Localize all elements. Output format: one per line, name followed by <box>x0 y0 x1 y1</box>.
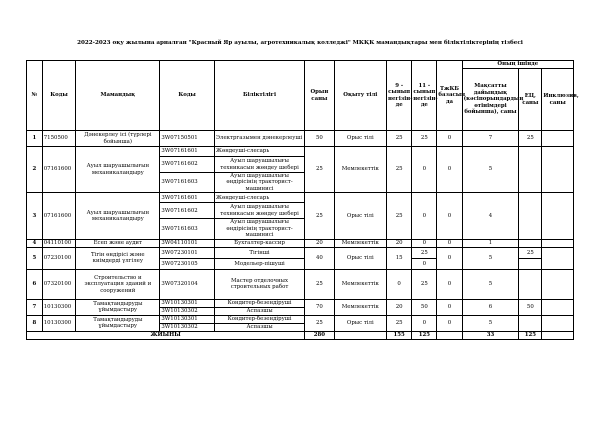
row-code: 07161600 <box>42 147 76 193</box>
qual-code: 3W07230105 <box>160 258 215 269</box>
row-code: 10130300 <box>42 299 76 315</box>
row-language: Мемлекеттік <box>334 239 386 247</box>
total-tvet <box>437 331 462 339</box>
row-tvet: 0 <box>437 239 462 247</box>
row-grade9: 0 <box>387 269 412 299</box>
row-language: Мемлекеттік <box>334 299 386 315</box>
qual-name: Бухгалтер-кассир <box>214 239 304 247</box>
row-tvet: 0 <box>437 193 462 239</box>
row-grade9: 20 <box>387 299 412 315</box>
qual-name: Ауыл шаруашылығы техникасын жөндеу шебері <box>214 157 304 173</box>
row-grade9: 20 <box>387 239 412 247</box>
qual-code: 3W07230101 <box>160 247 215 258</box>
header-grade9: 9 - сынып негізін-де <box>387 61 412 131</box>
row-num: 2 <box>27 147 43 193</box>
total-ec: 125 <box>519 331 542 339</box>
row-count: 70 <box>305 299 334 315</box>
qual-name: Ауыл шаруашылығы өндірісінің тракторист-машинисі <box>214 173 304 193</box>
row-target: 5 <box>462 315 519 331</box>
header-inclusive: Инклюзив, саны <box>542 69 574 131</box>
row-grade11: 25 <box>412 247 437 258</box>
row-grade9: 15 <box>387 247 412 269</box>
row-code: 07230100 <box>42 247 76 269</box>
row-ec-empty <box>519 258 542 269</box>
row-count: 25 <box>305 269 334 299</box>
row-language: Орыс тілі <box>334 193 386 239</box>
qual-name: Жөндеуші-слесарь <box>214 147 304 157</box>
row-inclusive <box>542 315 574 331</box>
header-tvet: ТжКБ базасын да <box>437 61 462 131</box>
row-ec: 25 <box>519 247 542 258</box>
row-grade11: 0 <box>412 258 437 269</box>
row-target: 5 <box>462 247 519 269</box>
row-language: Орыс тілі <box>334 315 386 331</box>
row-code: 04110100 <box>42 239 76 247</box>
row-num: 5 <box>27 247 43 269</box>
row-inclusive <box>542 269 574 299</box>
row-grade9: 25 <box>387 315 412 331</box>
qual-name: Кондитер-безендіруші <box>214 315 304 323</box>
row-ec <box>519 239 542 247</box>
header-specialty: Мамандық <box>76 61 160 131</box>
row-tvet: 0 <box>437 299 462 315</box>
qual-code: 3W07161602 <box>160 203 215 219</box>
row-ec <box>519 147 542 193</box>
row-target: 5 <box>462 269 519 299</box>
row-code: 07161600 <box>42 193 76 239</box>
qual-code: 3W10130302 <box>160 323 215 331</box>
row-language: Орыс тілі <box>334 247 386 269</box>
row-grade11: 50 <box>412 299 437 315</box>
qual-name: Аспазшы <box>214 323 304 331</box>
header-num: № <box>27 61 43 131</box>
qual-name: Кондитер-безендіруші <box>214 299 304 307</box>
row-tvet: 0 <box>437 269 462 299</box>
row-target: 7 <box>462 131 519 147</box>
qual-code: 3W07161601 <box>160 193 215 203</box>
qual-name: Мастер отделочных строительных работ <box>214 269 304 299</box>
qual-name: Электргазымен дәнекерлеуші <box>214 131 304 147</box>
qual-code: 3W10130301 <box>160 299 215 307</box>
header-code: Коды <box>42 61 76 131</box>
row-num: 8 <box>27 315 43 331</box>
row-num: 3 <box>27 193 43 239</box>
header-seat-count: Орын саны <box>305 61 334 131</box>
row-inclusive <box>542 247 574 269</box>
header-qualification: Біліктілігі <box>214 61 304 131</box>
qual-name: Жөндеуші-слесарь <box>214 193 304 203</box>
row-specialty: Есеп және аудит <box>76 239 160 247</box>
row-grade11: 0 <box>412 193 437 239</box>
row-num: 4 <box>27 239 43 247</box>
row-code: 7150500 <box>42 131 76 147</box>
total-count: 280 <box>305 331 334 339</box>
row-code: 07320100 <box>42 269 76 299</box>
row-target: 4 <box>462 193 519 239</box>
qual-code: 3W07161601 <box>160 147 215 157</box>
header-target: Мақсатты дайындық (кәсіпорындардың өтінімдері бойынша), саны <box>462 69 519 131</box>
qual-code: 3W07161602 <box>160 157 215 173</box>
row-ec <box>519 193 542 239</box>
row-inclusive <box>542 299 574 315</box>
row-specialty: Ауыл шаруашылығын механикаландыру <box>76 193 160 239</box>
row-grade9: 25 <box>387 131 412 147</box>
row-num: 1 <box>27 131 43 147</box>
qual-name: Модельер-пішуші <box>214 258 304 269</box>
total-inclusive <box>542 331 574 339</box>
total-grade11: 125 <box>412 331 437 339</box>
qual-code: 3W04110101 <box>160 239 215 247</box>
row-language: Орыс тілі <box>334 131 386 147</box>
row-grade11: 0 <box>412 239 437 247</box>
row-ec <box>519 315 542 331</box>
row-grade9: 25 <box>387 147 412 193</box>
row-language: Мемлекеттік <box>334 147 386 193</box>
document-title: 2022-2023 оқу жылына арналған "Красный Яр ауылы, агротехникалық колледжі" МКҚК мамандықтары мен біліктіліктерінің тізбесі <box>77 40 523 46</box>
row-tvet: 0 <box>437 315 462 331</box>
specialties-table <box>26 60 579 340</box>
row-ec: 25 <box>519 131 542 147</box>
qual-code: 3W07161603 <box>160 173 215 193</box>
qual-code: 3W07161603 <box>160 219 215 239</box>
header-group: Оның ішінде <box>462 61 573 69</box>
row-specialty: Строительство и эксплуатация зданий и сооружений <box>76 269 160 299</box>
qual-name: Аспазшы <box>214 307 304 315</box>
qual-name: Ауыл шаруашылығы өндірісінің тракторист-машинисі <box>214 219 304 239</box>
qual-code: 3W10130302 <box>160 307 215 315</box>
row-target: 5 <box>462 147 519 193</box>
row-count: 25 <box>305 315 334 331</box>
qual-name: Тігінші <box>214 247 304 258</box>
header-qual-code: Коды <box>160 61 215 131</box>
qual-name: Ауыл шаруашылығы техникасын жөндеу шебері <box>214 203 304 219</box>
total-label: ЖИЫНЫ <box>27 331 305 339</box>
row-grade11: 25 <box>412 131 437 147</box>
row-inclusive <box>542 239 574 247</box>
row-inclusive <box>542 193 574 239</box>
row-grade11: 25 <box>412 269 437 299</box>
row-code: 10130300 <box>42 315 76 331</box>
row-ec <box>519 269 542 299</box>
header-grade11: 11 - сынып негізін-де <box>412 61 437 131</box>
row-tvet: 0 <box>437 147 462 193</box>
row-inclusive <box>542 147 574 193</box>
qual-code: 3W07320104 <box>160 269 215 299</box>
row-specialty: Тігін өндірісі және киімдерді үлгілеу <box>76 247 160 269</box>
row-inclusive <box>542 131 574 147</box>
row-count: 20 <box>305 239 334 247</box>
row-specialty: Ауыл шаруашылығын механикаландыру <box>76 147 160 193</box>
row-ec: 50 <box>519 299 542 315</box>
total-grade9: 155 <box>387 331 412 339</box>
row-tvet: 0 <box>437 131 462 147</box>
row-num: 7 <box>27 299 43 315</box>
row-specialty: Тамақтандыруды ұйымдастыру <box>76 299 160 315</box>
row-target: 6 <box>462 299 519 315</box>
header-ec: ЕЦ, саны <box>519 69 542 131</box>
row-language: Мемлекеттік <box>334 269 386 299</box>
qual-code: 3W07150501 <box>160 131 215 147</box>
row-target: 1 <box>462 239 519 247</box>
row-count: 40 <box>305 247 334 269</box>
row-count: 25 <box>305 193 334 239</box>
row-grade11: 0 <box>412 315 437 331</box>
row-count: 50 <box>305 131 334 147</box>
total-target: 33 <box>462 331 519 339</box>
row-num: 6 <box>27 269 43 299</box>
total-language-empty <box>334 331 386 339</box>
row-specialty: Дәнекерлеу ісі (түрлері бойынша) <box>76 131 160 147</box>
qual-code: 3W10130301 <box>160 315 215 323</box>
row-specialty: Тамақтандыруды ұйымдастыру <box>76 315 160 331</box>
row-tvet: 0 <box>437 247 462 269</box>
row-grade9: 25 <box>387 193 412 239</box>
row-count: 25 <box>305 147 334 193</box>
row-grade11: 0 <box>412 147 437 193</box>
header-language: Оқыту тілі <box>334 61 386 131</box>
